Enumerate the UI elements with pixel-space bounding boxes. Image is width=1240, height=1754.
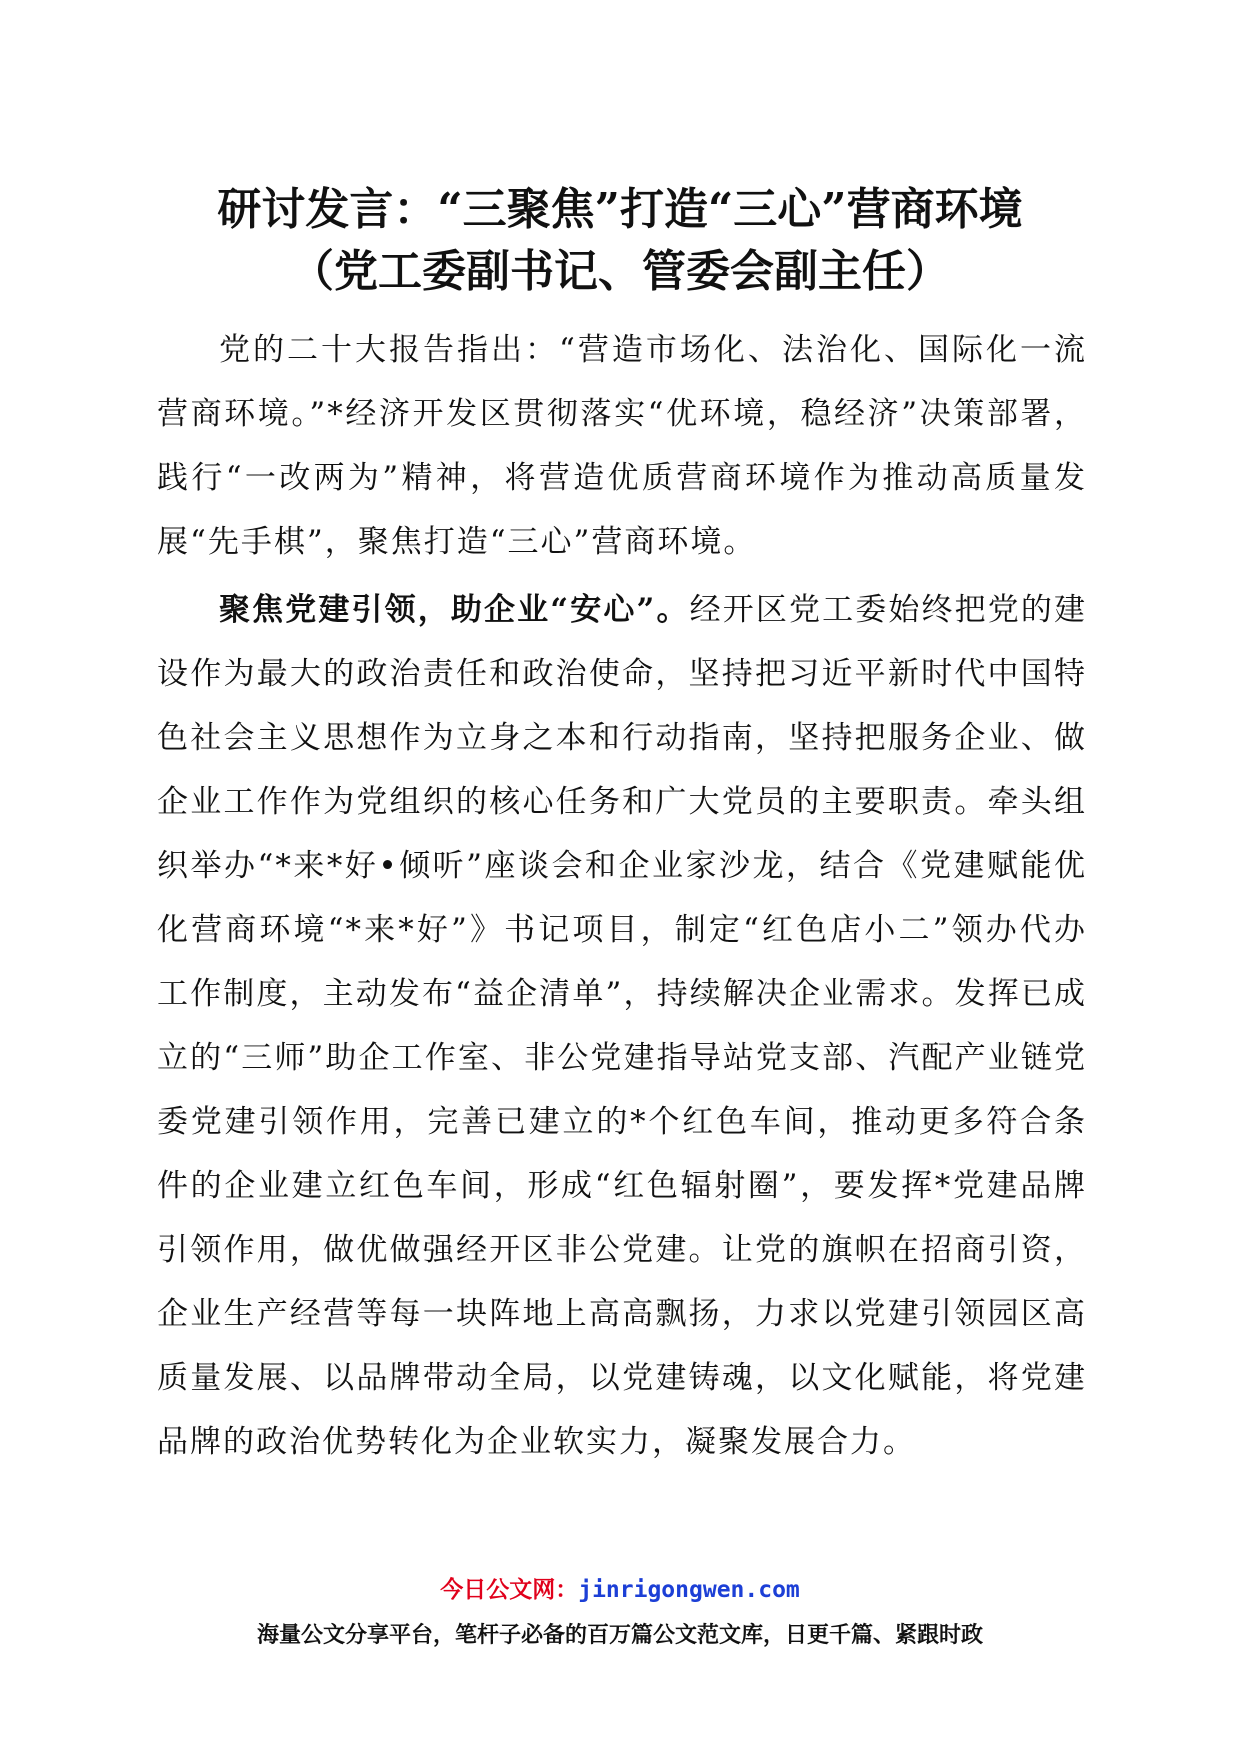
paragraph-lead-heading: 聚焦党建引领，助企业“安心”。	[219, 592, 690, 628]
footer-site-line	[0, 1574, 1240, 1606]
document-title-line1: 研讨发言：“三聚焦”打造“三心”营商环境	[217, 184, 1023, 235]
footer-site-name: 今日公文网：	[440, 1577, 579, 1603]
paragraph-party-building	[157, 578, 1087, 1474]
footer-slogan: 海量公文分享平台，笔杆子必备的百万篇公文范文库，日更千篇、紧跟时政	[256, 1623, 983, 1648]
paragraph-body-text: 经开区党工委始终把党的建设作为最大的政治责任和政治使命，坚持把习近平新时代中国特色社会主义思想作为立身之本和行动指南，坚持把服务企业、做企业工作作为党组织的核心任务和广大党员的主要职责。牵头组织举办“*来*好•倾听”座谈会和企业家沙龙，结合《党建赋能优化营商环境“*来*好”》书记项目，制定“红色店小二”领办代办工作制度，主动发布“益企清单”，持续解决企业需求。发挥已成立的“三师”助企工作室、非公党建指导站党支部、汽配产业链党委党建引领作用，完善已建立的*个红色车间，推动更多符合条件的企业建立红色车间，形成“红色辐射圈”，要发挥*党建品牌引领作用，做优做强经开区非公党建。让党的旗帜在招商引资，企业生产经营等每一块阵地上高高飘扬，力求以党建引领园区高质量发展、以品牌带动全局，以党建铸魂，以文化赋能，将党建品牌的政治优势转化为企业软实力，凝聚发展合力。	[157, 592, 1088, 1460]
paragraph-intro: 党的二十大报告指出：“营造市场化、法治化、国际化一流营商环境。”*经济开发区贯彻落实“优环境，稳经济”决策部署，践行“一改两为”精神，将营造优质营商环境作为推动高质量发展“先手棋”，聚焦打造“三心”营商环境。	[157, 332, 1087, 560]
document-title-line2: （党工委副书记、管委会副主任）	[290, 246, 950, 297]
footer-site-url[interactable]: jinrigongwen.com	[578, 1577, 800, 1603]
